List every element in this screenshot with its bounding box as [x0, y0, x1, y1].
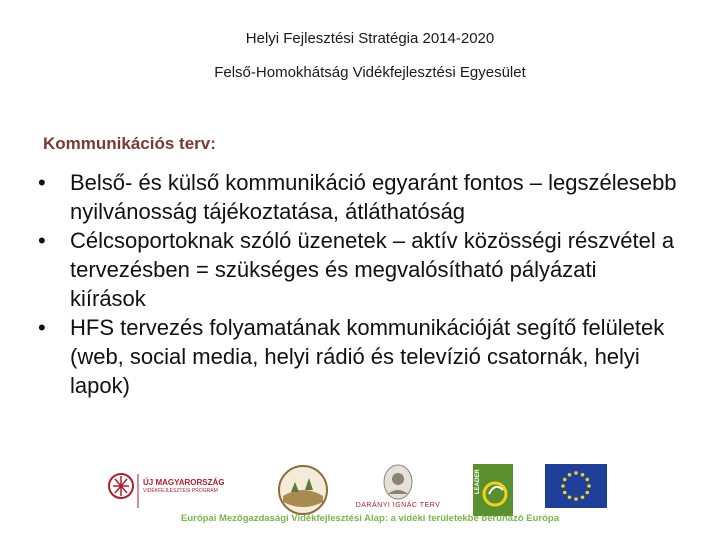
bullet-item — [38, 168, 678, 226]
bullet-icon: • — [38, 170, 46, 195]
fhve-emblem-icon — [277, 464, 329, 516]
eu-star-icon — [585, 478, 589, 482]
eu-star-icon — [587, 484, 591, 488]
eu-flag-icon — [545, 464, 607, 508]
daranyi-portrait-icon — [353, 464, 443, 504]
eu-star-icon — [574, 497, 578, 501]
leader-label: LEADER — [475, 469, 481, 494]
eu-flag — [545, 464, 607, 508]
eu-star-icon — [563, 478, 567, 482]
eu-star-icon — [561, 484, 565, 488]
leader-logo — [473, 464, 513, 516]
footer-strip-text: Európai Mezőgazdasági Vidékfejlesztési Alap: a vidéki területekbe beruházó Európa — [180, 513, 559, 524]
eu-star-icon — [568, 473, 572, 477]
eu-star-icon — [574, 471, 578, 475]
daranyi-label: DARÁNYI IGNÁC TERV — [355, 502, 441, 509]
bullet-text: Célcsoportoknak szóló üzenetek – aktív közösségi részvétel a tervezésben = szükséges és megvalósítható pályázati kiírások — [70, 228, 675, 311]
bullet-icon: • — [38, 315, 46, 340]
bullet-text: HFS tervezés folyamatának kommunikációját segítő felületek (web, social media, helyi rádió és televízió csatornák, helyi lapok) — [70, 315, 665, 398]
umvp-subtitle: VIDÉKFEJLESZTÉSI PROGRAM — [143, 488, 218, 494]
eu-star-icon — [581, 495, 585, 499]
eu-star-icon — [585, 491, 589, 495]
umvp-logo — [105, 464, 225, 514]
bullet-item — [38, 226, 678, 313]
header-title: Helyi Fejlesztési Stratégia 2014-2020 — [245, 30, 495, 47]
header-organization: Felső-Homokhátság Vidékfejlesztési Egyesület — [214, 64, 526, 81]
eu-star-icon — [581, 473, 585, 477]
section-title: Kommunikációs terv: — [43, 134, 216, 153]
umvp-title: ÚJ MAGYARORSZÁG — [143, 478, 225, 487]
bullet-icon: • — [38, 228, 46, 253]
fhve-logo — [277, 464, 329, 516]
bullet-item — [38, 313, 678, 400]
eu-star-icon — [568, 495, 572, 499]
eu-star-icon — [563, 491, 567, 495]
bullet-list — [38, 168, 678, 400]
bullet-text: Belső- és külső kommunikáció egyaránt fontos – legszélesebb nyilvánosság tájékoztatása, átláthatóság — [70, 170, 677, 224]
